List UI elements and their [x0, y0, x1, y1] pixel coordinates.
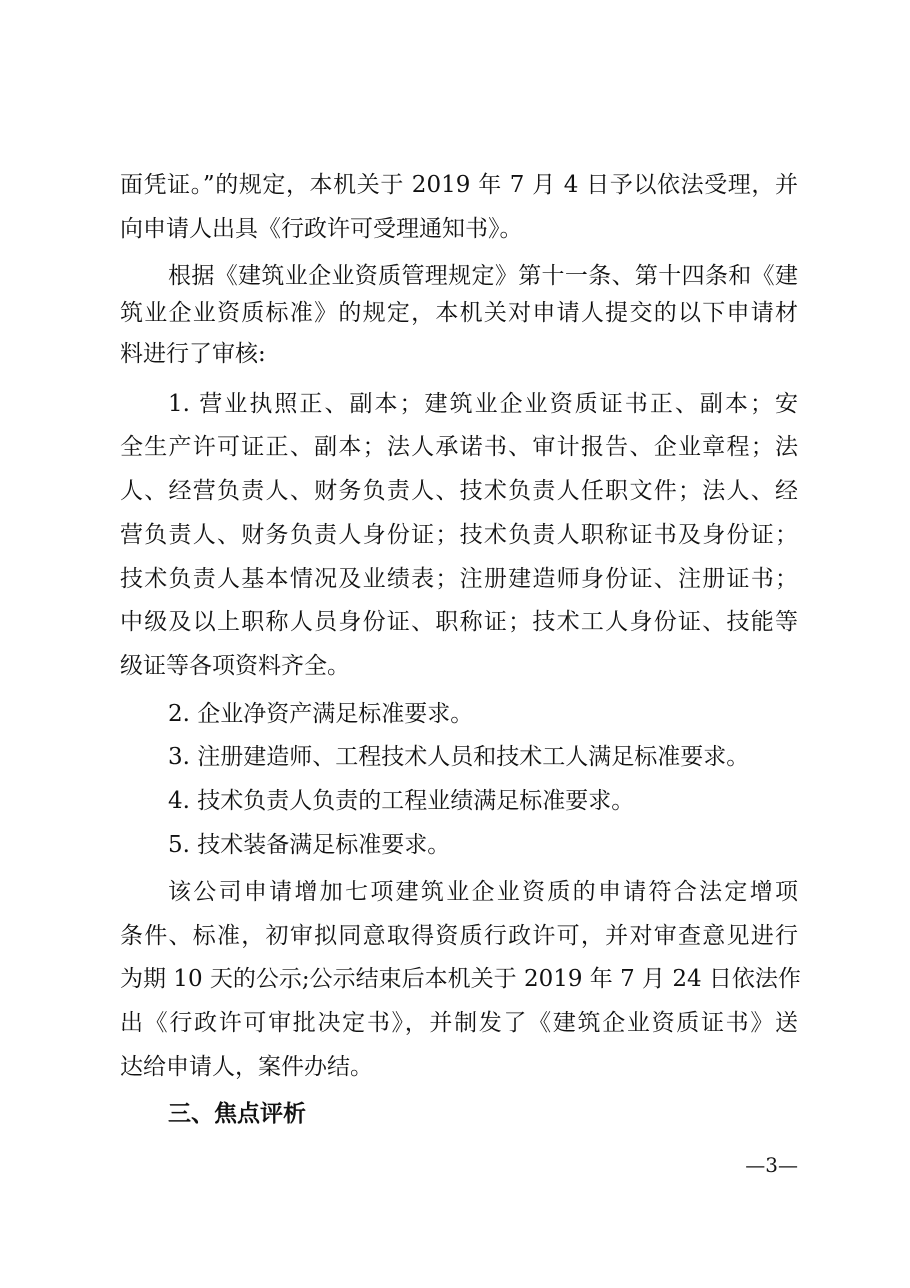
- paragraph-line: 条件、标准，初审拟同意取得资质行政许可，并对审查意见进行: [120, 923, 798, 949]
- paragraph-line: 为期 10 天的公示;公示结束后本机关于 2019 年 7 月 24 日依法作: [120, 966, 801, 992]
- paragraph-line: 1. 营业执照正、副本；建筑业企业资质证书正、副本；安: [168, 391, 798, 417]
- list-item: 4. 技术负责人负责的工程业绩满足标准要求。: [168, 788, 635, 814]
- paragraph-line: 技术负责人基本情况及业绩表；注册建造师身份证、注册证书；: [120, 566, 798, 592]
- paragraph-line: 料进行了审核:: [120, 341, 266, 367]
- paragraph-line: 根据《建筑业企业资质管理规定》第十一条、第十四条和《建: [168, 263, 798, 289]
- paragraph-line: 达给申请人，案件办结。: [120, 1054, 373, 1080]
- paragraph-line: 面凭证。”的规定，本机关于 2019 年 7 月 4 日予以依法受理，并: [120, 172, 798, 198]
- section-heading: 三、焦点评析: [168, 1101, 306, 1127]
- list-item: 3. 注册建造师、工程技术人员和技术工人满足标准要求。: [168, 744, 750, 770]
- paragraph-line: 中级及以上职称人员身份证、职称证；技术工人身份证、技能等: [120, 609, 798, 635]
- list-item: 2. 企业净资产满足标准要求。: [168, 701, 474, 727]
- paragraph-line: 该公司申请增加七项建筑业企业资质的申请符合法定增项: [168, 879, 798, 905]
- paragraph-line: 向申请人出具《行政许可受理通知书》。: [120, 216, 523, 242]
- paragraph-line: 出《行政许可审批决定书》，并制发了《建筑企业资质证书》送: [120, 1010, 798, 1036]
- paragraph-line: 全生产许可证正、副本；法人承诺书、审计报告、企业章程；法: [120, 434, 798, 460]
- page-number: —3—: [745, 1153, 798, 1177]
- paragraph-line: 筑业企业资质标准》的规定，本机关对申请人提交的以下申请材: [120, 300, 798, 326]
- list-item: 5. 技术装备满足标准要求。: [168, 832, 451, 858]
- paragraph-line: 级证等各项资料齐全。: [120, 653, 350, 679]
- paragraph-line: 人、经营负责人、财务负责人、技术负责人任职文件；法人、经: [120, 478, 798, 504]
- paragraph-line: 营负责人、财务负责人身份证；技术负责人职称证书及身份证；: [120, 522, 798, 548]
